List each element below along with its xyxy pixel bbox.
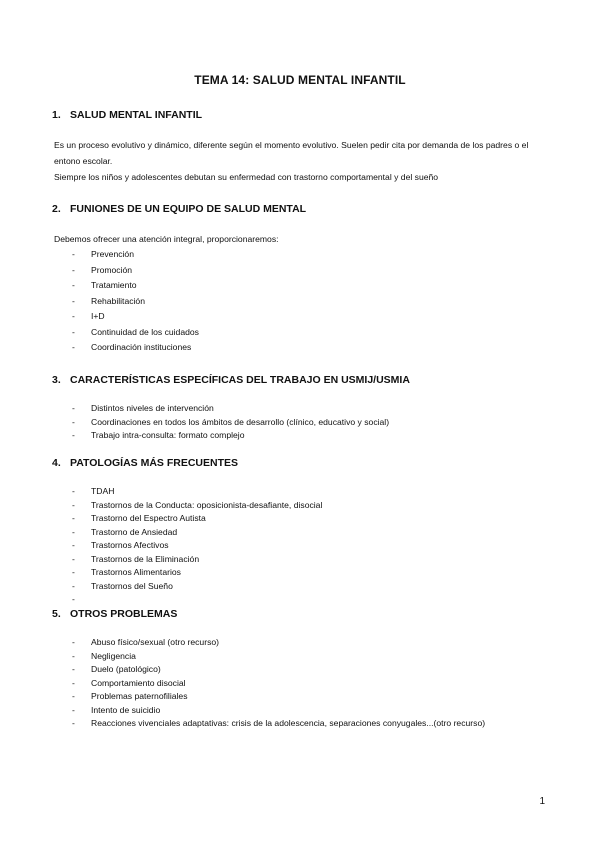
list-item-text: Duelo (patológico) <box>91 664 161 674</box>
list-item-text: Trastornos Afectivos <box>91 540 169 550</box>
section-2-heading <box>52 203 306 215</box>
list-item <box>72 553 322 567</box>
section-title: PATOLOGÍAS MÁS FRECUENTES <box>70 457 239 469</box>
list-item <box>72 690 485 704</box>
list-item-text: I+D <box>91 311 105 321</box>
list-item <box>72 309 199 325</box>
list-item <box>72 499 322 513</box>
list-item-text: Tratamiento <box>91 280 137 290</box>
section-3-list <box>72 402 389 443</box>
list-item <box>72 263 199 279</box>
list-item <box>72 294 199 310</box>
section-3-heading <box>52 374 410 386</box>
bullet-dash: - <box>72 403 75 413</box>
list-item-text: Comportamiento disocial <box>91 677 186 688</box>
page-number: 1 <box>539 796 545 807</box>
list-item-text: Trastornos de la Eliminación <box>91 553 200 564</box>
bullet-dash: - <box>72 594 75 604</box>
bullet-dash: - <box>72 567 75 577</box>
section-5-list <box>72 636 485 731</box>
list-item <box>72 278 199 294</box>
list-item <box>72 580 322 594</box>
list-item-text: Reacciones vivenciales adaptativas: crisis de la adolescencia, separaciones conyugales...(otro recurso) <box>91 718 486 728</box>
list-item <box>72 325 199 341</box>
bullet-dash: - <box>72 677 75 688</box>
bullet-dash: - <box>72 553 75 564</box>
list-item <box>72 566 322 580</box>
list-item-text: Trastornos de la Conducta: oposicionista-desafiante, disocial <box>91 499 323 510</box>
bullet-dash: - <box>72 486 75 496</box>
bullet-dash: - <box>72 526 75 537</box>
list-item-text: Intento de suicidio <box>91 704 161 715</box>
section-5-heading <box>52 608 177 620</box>
list-item-text: TDAH <box>91 486 115 496</box>
bullet-dash: - <box>72 311 75 321</box>
list-item-text: Distintos niveles de intervención <box>91 403 214 413</box>
list-item <box>72 512 322 526</box>
bullet-dash: - <box>72 295 75 306</box>
list-item <box>72 677 485 691</box>
list-item <box>72 340 199 356</box>
list-item <box>72 636 485 650</box>
list-item <box>72 704 485 718</box>
list-item-text: Problemas paternofiliales <box>91 691 188 701</box>
section-title: SALUD MENTAL INFANTIL <box>70 109 203 121</box>
bullet-dash: - <box>72 264 75 275</box>
list-item-text: Trastornos Alimentarios <box>91 567 181 577</box>
list-item-text: Trastorno del Espectro Autista <box>91 513 206 523</box>
list-item <box>72 539 322 553</box>
section-title: OTROS PROBLEMAS <box>70 608 178 620</box>
section-number: 3. <box>52 374 61 386</box>
bullet-dash: - <box>72 326 75 337</box>
list-item <box>72 416 389 430</box>
list-item-text: Abuso físico/sexual (otro recurso) <box>91 637 220 647</box>
section-1-paragraph: Es un proceso evolutivo y dinámico, diferente según el momento evolutivo. Suelen pedir cita por demanda de los padres o el entono escolar. <box>54 140 529 166</box>
list-item-text: Trastornos del Sueño <box>91 580 173 591</box>
list-item <box>72 650 485 664</box>
section-2-intro: Debemos ofrecer una atención integral, proporcionaremos: <box>54 234 279 244</box>
list-item-text: Continuidad de los cuidados <box>91 326 199 337</box>
bullet-dash: - <box>72 704 75 715</box>
bullet-dash: - <box>72 249 75 259</box>
list-item <box>72 717 485 731</box>
list-item <box>72 247 199 263</box>
page-title: TEMA 14: SALUD MENTAL INFANTIL <box>194 73 406 87</box>
list-item-text: Trabajo intra-consulta: formato complejo <box>91 430 245 440</box>
bullet-dash: - <box>72 540 75 550</box>
list-item <box>72 402 389 416</box>
list-item <box>72 663 485 677</box>
list-item <box>72 593 322 607</box>
bullet-dash: - <box>72 280 75 290</box>
bullet-dash: - <box>72 637 75 647</box>
bullet-dash: - <box>72 691 75 701</box>
list-item-text: Trastorno de Ansiedad <box>91 526 178 537</box>
section-number: 1. <box>52 109 61 121</box>
list-item-text: Negligencia <box>91 650 136 661</box>
bullet-dash: - <box>72 499 75 510</box>
bullet-dash: - <box>72 430 75 440</box>
list-item-text: Coordinación instituciones <box>91 342 192 352</box>
list-item <box>72 526 322 540</box>
section-title: FUNIONES DE UN EQUIPO DE SALUD MENTAL <box>70 203 307 215</box>
section-number: 2. <box>52 203 61 215</box>
section-title: CARACTERÍSTICAS ESPECÍFICAS DEL TRABAJO EN USMIJ/USMIA <box>70 374 410 386</box>
bullet-dash: - <box>72 513 75 523</box>
list-item <box>72 485 322 499</box>
section-number: 5. <box>52 608 61 620</box>
list-item-text: Coordinaciones en todos los ámbitos de desarrollo (clínico, educativo y social) <box>91 416 390 427</box>
section-1-heading <box>52 109 202 121</box>
bullet-dash: - <box>72 342 75 352</box>
list-item-text: Rehabilitación <box>91 295 145 306</box>
bullet-dash: - <box>72 580 75 591</box>
section-1-paragraph: Siempre los niños y adolescentes debutan su enfermedad con trastorno comportamental y del sueño <box>54 172 439 182</box>
bullet-dash: - <box>72 664 75 674</box>
list-item-text: Prevención <box>91 249 134 259</box>
section-4-list <box>72 485 322 607</box>
section-4-heading <box>52 457 238 469</box>
bullet-dash: - <box>72 416 75 427</box>
bullet-dash: - <box>72 718 75 728</box>
bullet-dash: - <box>72 650 75 661</box>
section-2-list <box>72 247 199 356</box>
section-number: 4. <box>52 457 61 469</box>
list-item-text: Promoción <box>91 264 133 275</box>
list-item <box>72 429 389 443</box>
